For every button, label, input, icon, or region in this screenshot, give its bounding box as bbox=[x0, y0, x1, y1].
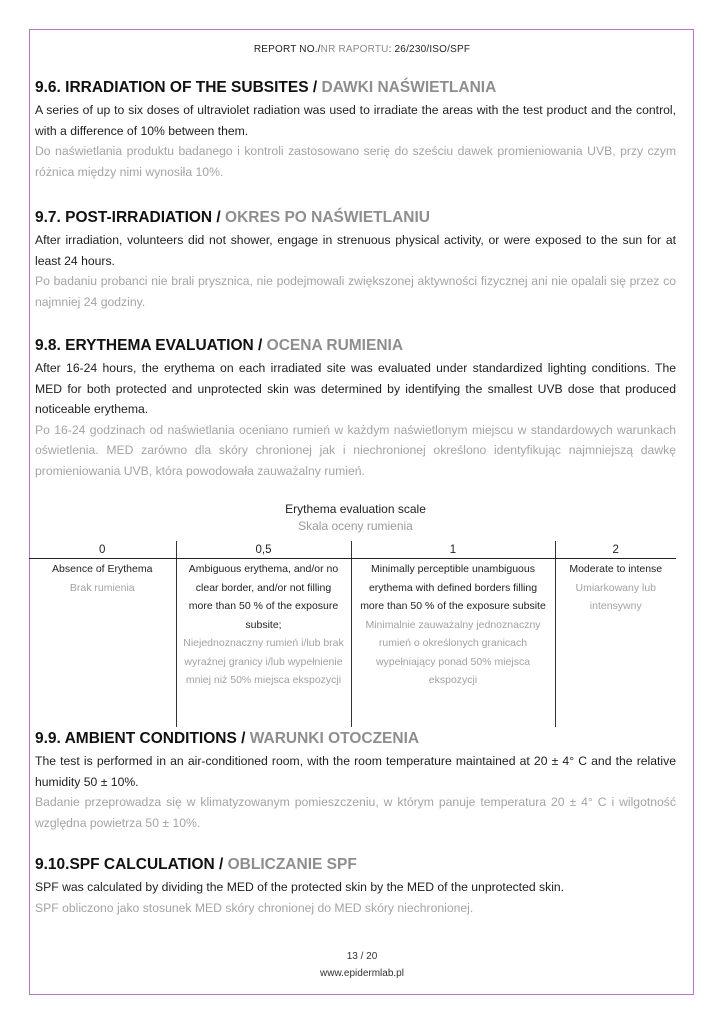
grade-desc-en: Minimally perceptible unambiguous erythema with defined borders filling more than 50 % of the exposure subsite bbox=[360, 563, 546, 612]
section-title-pl: OBLICZANIE SPF bbox=[227, 856, 357, 873]
grade-desc-pl: Minimalnie zauważalny jednoznaczny rumień o określonych granicach wypełniający ponad 50% miejsca ekspozycji bbox=[365, 618, 541, 686]
report-no-label-en: REPORT NO./ bbox=[253, 44, 321, 55]
page-number: 13 / 20 bbox=[346, 951, 378, 962]
section-title-en: 9.9. AMBIENT CONDITIONS / bbox=[35, 730, 250, 747]
paragraph-en: After irradiation, volunteers did not shower, engage in strenuous physical activity, or were exposed to the sun for at least 24 hours. bbox=[35, 233, 676, 268]
paragraph-pl: SPF obliczono jako stosunek MED skóry chronionej do MED skóry niechronionej. bbox=[35, 900, 474, 915]
section-9-8 bbox=[35, 336, 676, 481]
report-no-label-pl: NR RAPORTU bbox=[320, 44, 389, 55]
grade-header: 0 bbox=[29, 541, 176, 559]
grade-header: 1 bbox=[351, 541, 555, 559]
grade-header: 2 bbox=[555, 541, 676, 559]
report-no-value: : 26/230/ISO/SPF bbox=[388, 44, 471, 55]
scale-title: Erythema evaluation scale bbox=[285, 502, 426, 516]
section-title-pl: OCENA RUMIENIA bbox=[266, 337, 404, 354]
section-title-pl: OKRES PO NAŚWIETLANIU bbox=[225, 209, 430, 226]
section-9-7 bbox=[35, 208, 676, 312]
section-title-pl: DAWKI NAŚWIETLANIA bbox=[321, 79, 497, 96]
grade-desc-pl: Niejednoznaczny rumień i/lub brak wyraźnej granicy i/lub wypełnienie mniej niż 50% miejsca ekspozycji bbox=[183, 637, 344, 686]
grade-header: 0,5 bbox=[176, 541, 351, 559]
section-9-6 bbox=[35, 78, 676, 182]
paragraph-en: A series of up to six doses of ultraviolet radiation was used to irradiate the areas with the test product and the control, with a difference of 10% between them. bbox=[35, 103, 676, 138]
section-title bbox=[35, 729, 676, 749]
grade-cell bbox=[176, 559, 351, 728]
grade-cell bbox=[555, 559, 676, 728]
report-header bbox=[0, 44, 724, 55]
scale-subtitle: Skala oceny rumienia bbox=[298, 519, 413, 533]
section-title-pl: WARUNKI OTOCZENIA bbox=[249, 730, 420, 747]
grade-desc-en: Ambiguous erythema, and/or no clear border, and/or not filling more than 50 % of the exposure subsite; bbox=[188, 563, 339, 631]
paragraph-en: SPF was calculated by dividing the MED of the protected skin by the MED of the unprotected skin. bbox=[35, 880, 565, 894]
grade-desc-en: Absence of Erythema bbox=[52, 563, 153, 575]
paragraph-pl: Po badaniu probanci nie brali prysznica, nie podejmowali zwiększonej aktywności fizycznej ani nie opalali się przez co najmniej 24 godziny. bbox=[35, 274, 676, 309]
section-title-en: 9.7. POST-IRRADIATION / bbox=[35, 209, 226, 226]
section-9-10 bbox=[35, 855, 676, 918]
paragraph-pl: Badanie przeprowadza się w klimatyzowanym pomieszczeniu, w którym panuje temperatura 20 ± 4° C i wilgotność względna powietrza 50 ± 10%. bbox=[35, 795, 676, 830]
section-title-en: 9.10.SPF CALCULATION / bbox=[35, 856, 228, 873]
grade-desc-en: Moderate to intense bbox=[569, 563, 663, 575]
section-title bbox=[35, 336, 676, 356]
scale-caption bbox=[35, 502, 676, 533]
paragraph-en: The test is performed in an air-conditioned room, with the room temperature maintained at 20 ± 4° C and the relative humidity 50 ± 10%. bbox=[35, 754, 676, 789]
section-9-9 bbox=[35, 729, 676, 833]
table-row bbox=[29, 559, 676, 728]
section-title bbox=[35, 208, 676, 228]
grade-desc-pl: Umiarkowany lub intensywny bbox=[575, 581, 657, 612]
grade-desc-pl: Brak rumienia bbox=[69, 581, 135, 594]
section-title bbox=[35, 855, 676, 875]
section-title-en: 9.6. IRRADIATION OF THE SUBSITES / bbox=[35, 79, 322, 96]
paragraph-pl: Do naświetlania produktu badanego i kontroli zastosowano serię do sześciu dawek promieniowania UVB, przy czym różnica między nimi wynosiła 10%. bbox=[35, 144, 676, 179]
paragraph-pl: Po 16-24 godzinach od naświetlania oceniano rumień w każdym naświetlonym miejscu w standardowych warunkach oświetlenia. MED zarówno dla skóry chronionej jak i niechronionej określono identyfikując najmniejszą dawkę promieniowania UVB, która powodowała zauważalny rumień. bbox=[35, 422, 676, 478]
grade-cell bbox=[29, 559, 176, 728]
paragraph-en: After 16-24 hours, the erythema on each irradiated site was evaluated under standardized lighting conditions. The MED for both protected and unprotected skin was determined by identifying the smallest UVB dose that produced noticeable erythema. bbox=[35, 361, 676, 416]
erythema-scale-table bbox=[29, 541, 676, 727]
footer-website[interactable]: www.epidermlab.pl bbox=[320, 968, 404, 979]
table-header-row bbox=[29, 541, 676, 559]
section-title bbox=[35, 78, 676, 98]
section-title-en: 9.8. ERYTHEMA EVALUATION / bbox=[35, 337, 267, 354]
grade-cell bbox=[351, 559, 555, 728]
